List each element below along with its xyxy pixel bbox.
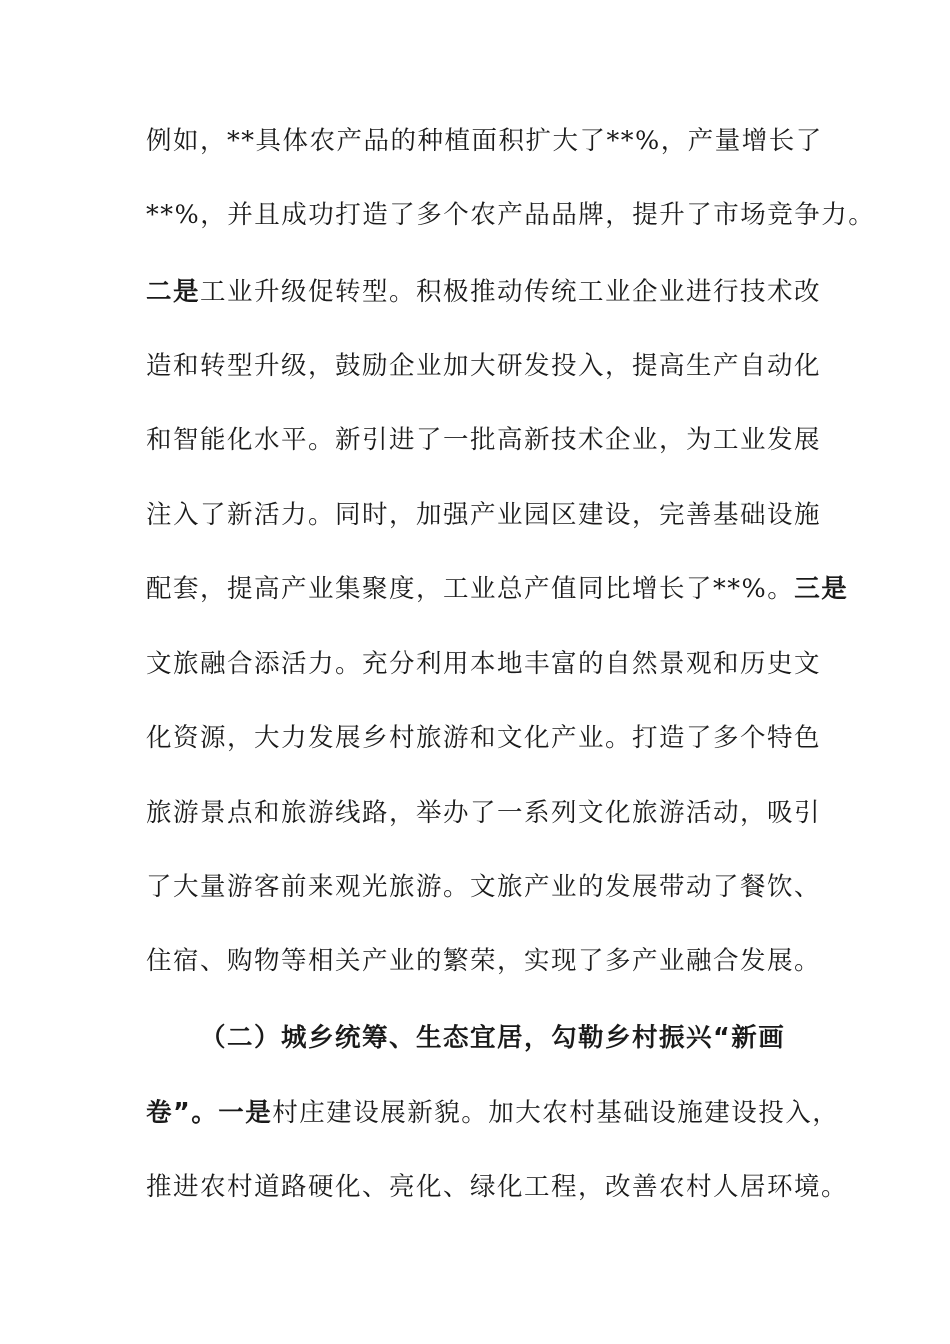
text-line-3 xyxy=(146,276,821,308)
bold-lead-san-shi: 三是 xyxy=(794,574,849,604)
text-line-11 xyxy=(146,871,821,903)
heading-text: （二）城乡统筹、生态宜居，勾勒乡村振兴“新画 xyxy=(200,1023,786,1053)
text-segment: **%，并且成功打造了多个农产品品牌，提升了市场竞争力。 xyxy=(146,200,876,230)
text-line-9 xyxy=(146,722,821,754)
text-segment: 和智能化水平。新引进了一批高新技术企业，为工业发展 xyxy=(146,425,822,455)
text-line-14 xyxy=(146,1097,839,1129)
text-segment: 推进农村道路硬化、亮化、绿化工程，改善农村人居环境。 xyxy=(146,1172,849,1202)
bold-lead-er-shi: 二是 xyxy=(146,277,201,307)
text-line-8 xyxy=(146,648,821,680)
text-segment: 文旅融合添活力。充分利用本地丰富的自然景观和历史文 xyxy=(146,649,822,679)
section-heading-2 xyxy=(200,1022,785,1054)
text-segment: 化资源，大力发展乡村旅游和文化产业。打造了多个特色 xyxy=(146,723,822,753)
text-segment: 例如，**具体农产品的种植面积扩大了**%，产量增长了 xyxy=(146,126,823,156)
text-segment: 配套，提高产业集聚度，工业总产值同比增长了**%。 xyxy=(146,574,795,604)
text-segment: 了大量游客前来观光旅游。文旅产业的发展带动了餐饮、 xyxy=(146,872,822,902)
text-line-10 xyxy=(146,797,821,829)
text-line-15 xyxy=(146,1171,848,1203)
text-line-4 xyxy=(146,350,821,382)
text-segment: 住宿、购物等相关产业的繁荣，实现了多产业融合发展。 xyxy=(146,946,822,976)
text-line-6 xyxy=(146,499,821,531)
text-line-1 xyxy=(146,125,823,157)
text-line-7 xyxy=(146,573,848,605)
text-line-12 xyxy=(146,945,821,977)
text-line-2 xyxy=(146,199,875,231)
text-line-5 xyxy=(146,424,821,456)
bold-lead-juan-yi-shi: 卷”。一是 xyxy=(146,1098,273,1128)
text-segment: 村庄建设展新貌。加大农村基础设施建设投入， xyxy=(272,1098,840,1128)
text-segment: 旅游景点和旅游线路，举办了一系列文化旅游活动，吸引 xyxy=(146,798,822,828)
text-segment: 注入了新活力。同时，加强产业园区建设，完善基础设施 xyxy=(146,500,822,530)
text-segment: 工业升级促转型。积极推动传统工业企业进行技术改 xyxy=(200,277,822,307)
text-segment: 造和转型升级，鼓励企业加大研发投入，提高生产自动化 xyxy=(146,351,822,381)
